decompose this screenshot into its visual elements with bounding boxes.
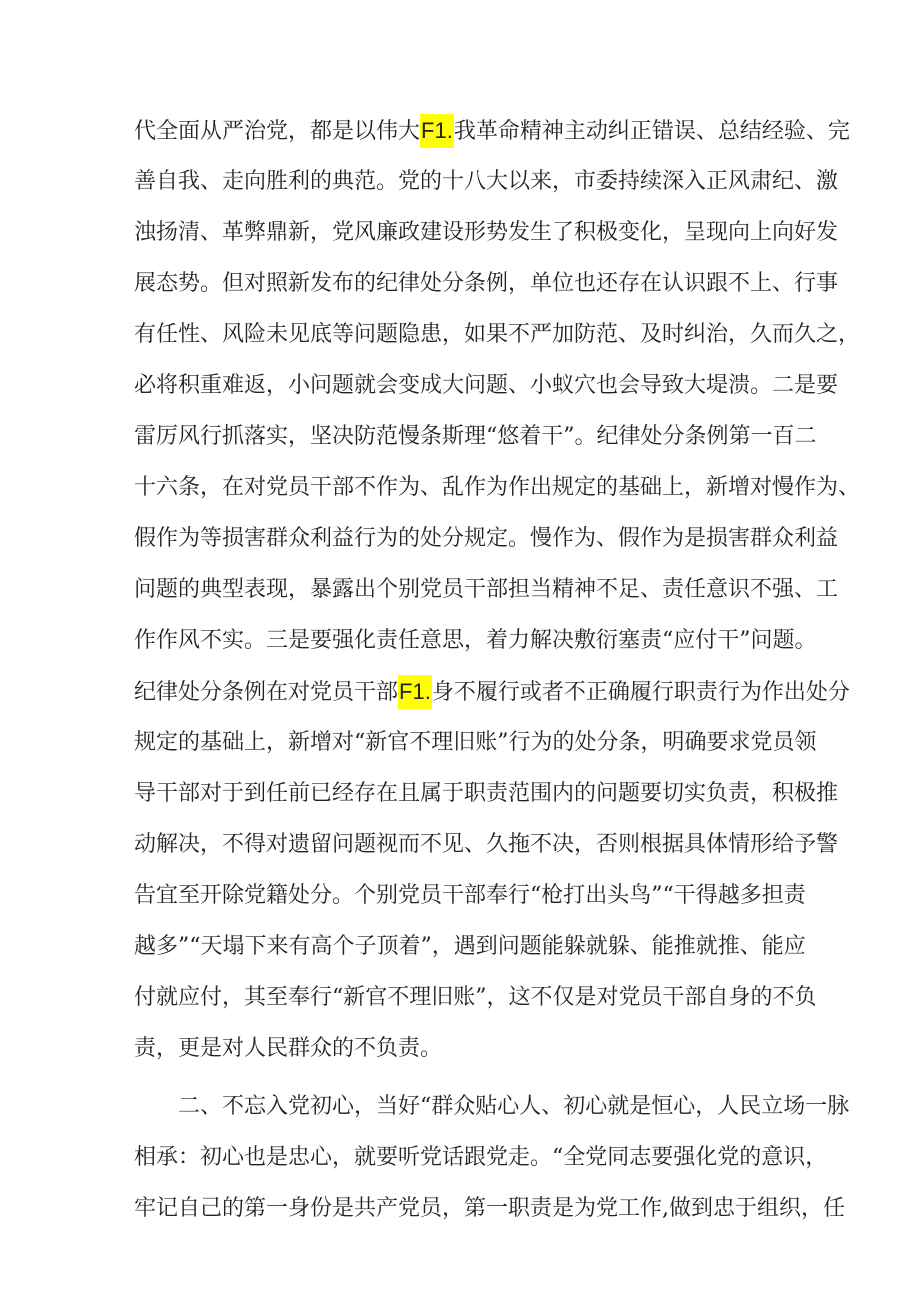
text-line-9: 假作为等损害群众利益行为的处分规定。慢作为、假作为是损害群众利益 — [134, 526, 839, 551]
text-line-14: 导干部对于到任前已经存在且属于职责范围内的问题要切实负责，积极推 — [134, 781, 839, 806]
text-line-20: 二、不忘入党初心，当好“群众贴心人、初心就是恒心，人民立场一脉 — [178, 1094, 850, 1119]
text-line-5: 有任性、风险未见底等问题隐患，如果不严加防范、及时纠治，久而久之， — [134, 322, 861, 347]
highlight-marker: F1. — [420, 114, 454, 148]
text-line-8: 十六条，在对党员干部不作为、乱作为作出规定的基础上，新增对慢作为、 — [134, 475, 861, 500]
text-line-3: 浊扬清、革弊鼎新，党风廉政建设形势发生了积极变化，呈现向上向好发 — [134, 220, 839, 245]
text-line-7: 雷厉风行抓落实，坚决防范慢条斯理“悠着干”。纪律处分条例第一百二 — [134, 424, 817, 449]
text-line-15: 动解决，不得对遗留问题视而不见、久拖不决，否则根据具体情形给予警 — [134, 832, 839, 857]
text-line-21: 相承：初心也是忠心，就要听党话跟党走。“全党同志要强化党的意识， — [134, 1145, 828, 1170]
text-line-11: 作作风不实。三是要强化责任意思，着力解决敷衍塞责“应付干”问题。 — [134, 628, 817, 653]
text-line-16: 告宜至开除党籍处分。个别党员干部奉行“枪打出头鸟”“干得越多担责 — [134, 883, 806, 908]
text-line-10: 问题的典型表现，暴露出个别党员干部担当精神不足、责任意识不强、工 — [134, 577, 839, 602]
text-line-6: 必将积重难返，小问题就会变成大问题、小蚁穴也会导致大堤溃。二是要 — [134, 373, 839, 398]
text-line-18: 付就应付，其至奉行“新官不理旧账”，这不仅是对党员干部自身的不负 — [134, 985, 817, 1010]
text-line-4: 展态势。但对照新发布的纪律处分条例，单位也还存在认识跟不上、行事 — [134, 271, 839, 296]
text-line-1: 代全面从严治党，都是以伟大F1.我革命精神主动纠正错误、总结经验、完 — [134, 114, 790, 148]
text-line-22: 牢记自己的第一身份是共产党员，第一职责是为党工作,做到忠于组织，任 — [134, 1196, 845, 1221]
text-line-13: 规定的基础上，新增对“新官不理旧账”行为的处分条，明确要求党员领 — [134, 730, 817, 755]
highlight-marker: F1. — [398, 675, 432, 709]
text-line-12: 纪律处分条例在对党员干部F1.身不履行或者不正确履行职责行为作出处分 — [134, 675, 790, 709]
text-line-17: 越多”“天塌下来有高个子顶着”，遇到问题能躲就躲、能推就推、能应 — [134, 934, 806, 959]
text-line-2: 善自我、走向胜利的典范。党的十八大以来，市委持续深入正风肃纪、激 — [134, 169, 839, 194]
text-line-19: 责，更是对人民群众的不负责。 — [134, 1036, 443, 1061]
